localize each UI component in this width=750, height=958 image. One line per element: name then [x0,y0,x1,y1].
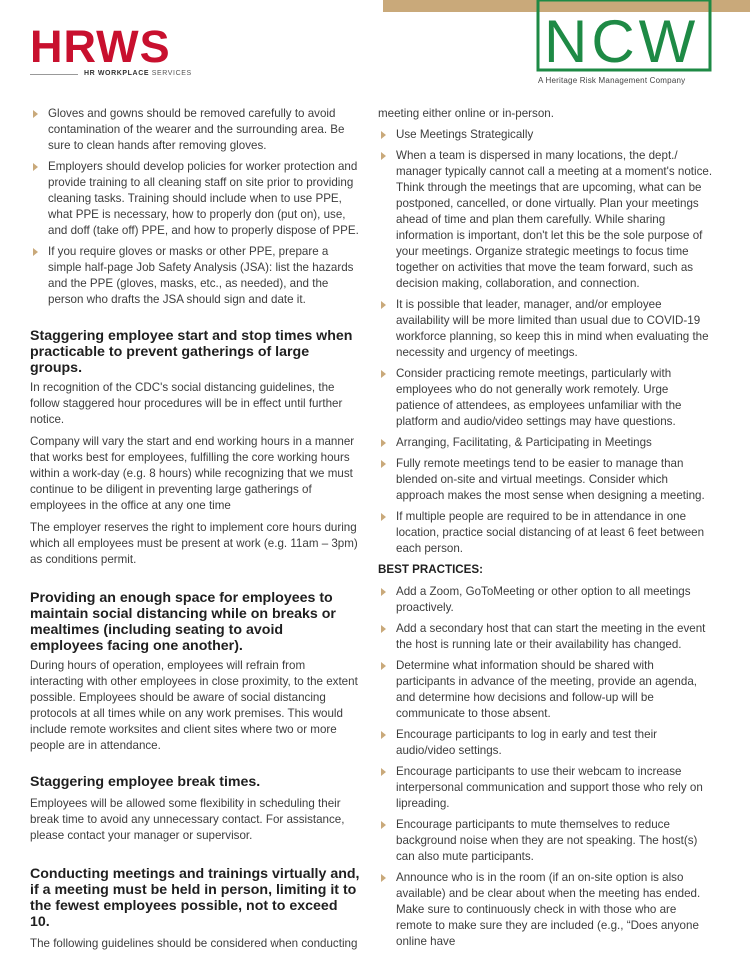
bullet-item: Employers should develop policies for worker protection and provide training to all cleaning staff on site prior to providing cleaning tasks. Training should include when to use PPE, what PPE is necessary, how to properly don (put on), use, and doff (take off) PPE, and how to properly dispose of PPE. [30,159,360,239]
paragraph: Company will vary the start and end working hours in a manner that works best for employees, fulfilling the core working hours within a work-day (e.g. 8 hours) while recognizing that we must continue to be diligent in preventing large gatherings of employees in the office at any one time [30,435,355,512]
bullet-item: If multiple people are required to be in attendance in one location, practice social distancing of at least 6 feet between each person. [378,509,713,557]
bullet-item: Fully remote meetings tend to be easier to manage than blended on-site and virtual meetings. Consider which approach makes the most sense when designing a meeting. [378,456,713,504]
bullet-item: If you require gloves or masks or other PPE, prepare a simple half-page Job Safety Analysis (JSA): list the hazards and the PPE (gloves, masks, etc., as needed), and the person who drafts the JSA should sign and date it. [30,244,360,308]
bullet-item: Encourage participants to log in early and test their audio/video settings. [378,727,713,759]
paragraph: During hours of operation, employees will refrain from interacting with other employees in close proximity, to the extent possible. Employees should be aware of social distancing protocols at all times while on any work premises. This would include remote worksites and client sites where two or more people are in attendance. [30,659,358,752]
ncw-logo [536,0,716,88]
paragraph: The following guidelines should be considered when conducting [30,937,358,950]
bullet-item: Encourage participants to use their webcam to increase interpersonal communication and support those who rely on lipreading. [378,764,713,812]
bullet-item: Encourage participants to mute themselves to reduce background noise when they are not speaking. The host(s) can also mute participants. [378,817,713,865]
bullet-item: When a team is dispersed in many locations, the dept./ manager typically cannot call a meeting at a moment's notice. Think through the meetings that are upcoming, what can be postponed, cancelled, or done virtually. Plan your meetings ahead of time and plan them carefully. While sharing information is important, don't let this be the sole purpose of your meetings. Organize strategic meetings to focus time together on activities that move the team forward, such as decision making, collaboration, and connection. [378,148,713,292]
ppe-bullet-list [30,106,360,308]
bullet-item: Add a secondary host that can start the meeting in the event the host is running late or their availability has changed. [378,621,713,653]
hrws-logo-text: HRWS [30,21,171,72]
paragraph: The employer reserves the right to implement core hours during which all employees must be present at work (e.g. 11am – 3pm) as conditions permit. [30,521,358,566]
bullet-item: It is possible that leader, manager, and/or employee availability will be more limited than usual due to COVID-19 workforce planning, so keep this in mind when evaluating the necessity and urgency of meetings. [378,297,713,361]
hrws-tagline-rest: SERVICES [151,70,192,77]
section-heading-staggering-start: Staggering employee start and stop times when practicable to prevent gatherings of large groups. [30,328,353,376]
paragraph: Employees will be allowed some flexibility in scheduling their break time to avoid any unnecessary contact. For assistance, please contact your manager or supervisor. [30,797,345,842]
continuation-text: meeting either online or in-person. [378,107,554,120]
ncw-logo-text: NCW [544,8,700,75]
section-heading-break-times: Staggering employee break times. [30,774,261,790]
bullet-item: Determine what information should be shared with participants in advance of the meeting, provide an agenda, and determine how decisions and follow-up will be communicate to those absent. [378,658,713,722]
bullet-item: Gloves and gowns should be removed carefully to avoid contamination of the wearer and the surrounding area. Be sure to clean hands after removing gloves. [30,106,360,154]
section-heading-virtual-meetings: Conducting meetings and trainings virtually and, if a meeting must be held in person, limiting it to the fewest employees possible, not to exceed 10. [30,866,360,930]
left-column [30,106,360,958]
section-heading-social-distancing: Providing an enough space for employees to maintain social distancing while on breaks or mealtimes (including seating to avoid employees facing one another). [30,590,336,654]
bullet-item: Use Meetings Strategically [378,127,713,143]
paragraph: In recognition of the CDC's social distancing guidelines, the follow staggered hour procedures will be in effect until further notice. [30,381,343,426]
bullet-item: Announce who is in the room (if an on-site option is also available) and be clear about when the meeting has ended. Make sure to continuously check in with those who are remote to make sure they are included (e.g., “Does anyone online have [378,870,713,950]
hrws-logo [30,21,200,82]
best-practices-label: BEST PRACTICES: [378,563,483,576]
right-column [378,106,713,955]
bullet-item: Arranging, Facilitating, & Participating in Meetings [378,435,713,451]
bullet-item: Add a Zoom, GoToMeeting or other option to all meetings proactively. [378,584,713,616]
best-practices-list [378,584,713,950]
hrws-tagline [30,70,200,77]
meeting-bullet-list [378,127,713,557]
bullet-item: Consider practicing remote meetings, particularly with employees who do not generally work remotely. Urge patience of attendees, as employees unfamiliar with the platform and audio/video settings may have questions. [378,366,713,430]
hrws-tagline-bold: HR WORKPLACE [84,70,150,77]
ncw-subtitle: A Heritage Risk Management Company [538,76,686,85]
